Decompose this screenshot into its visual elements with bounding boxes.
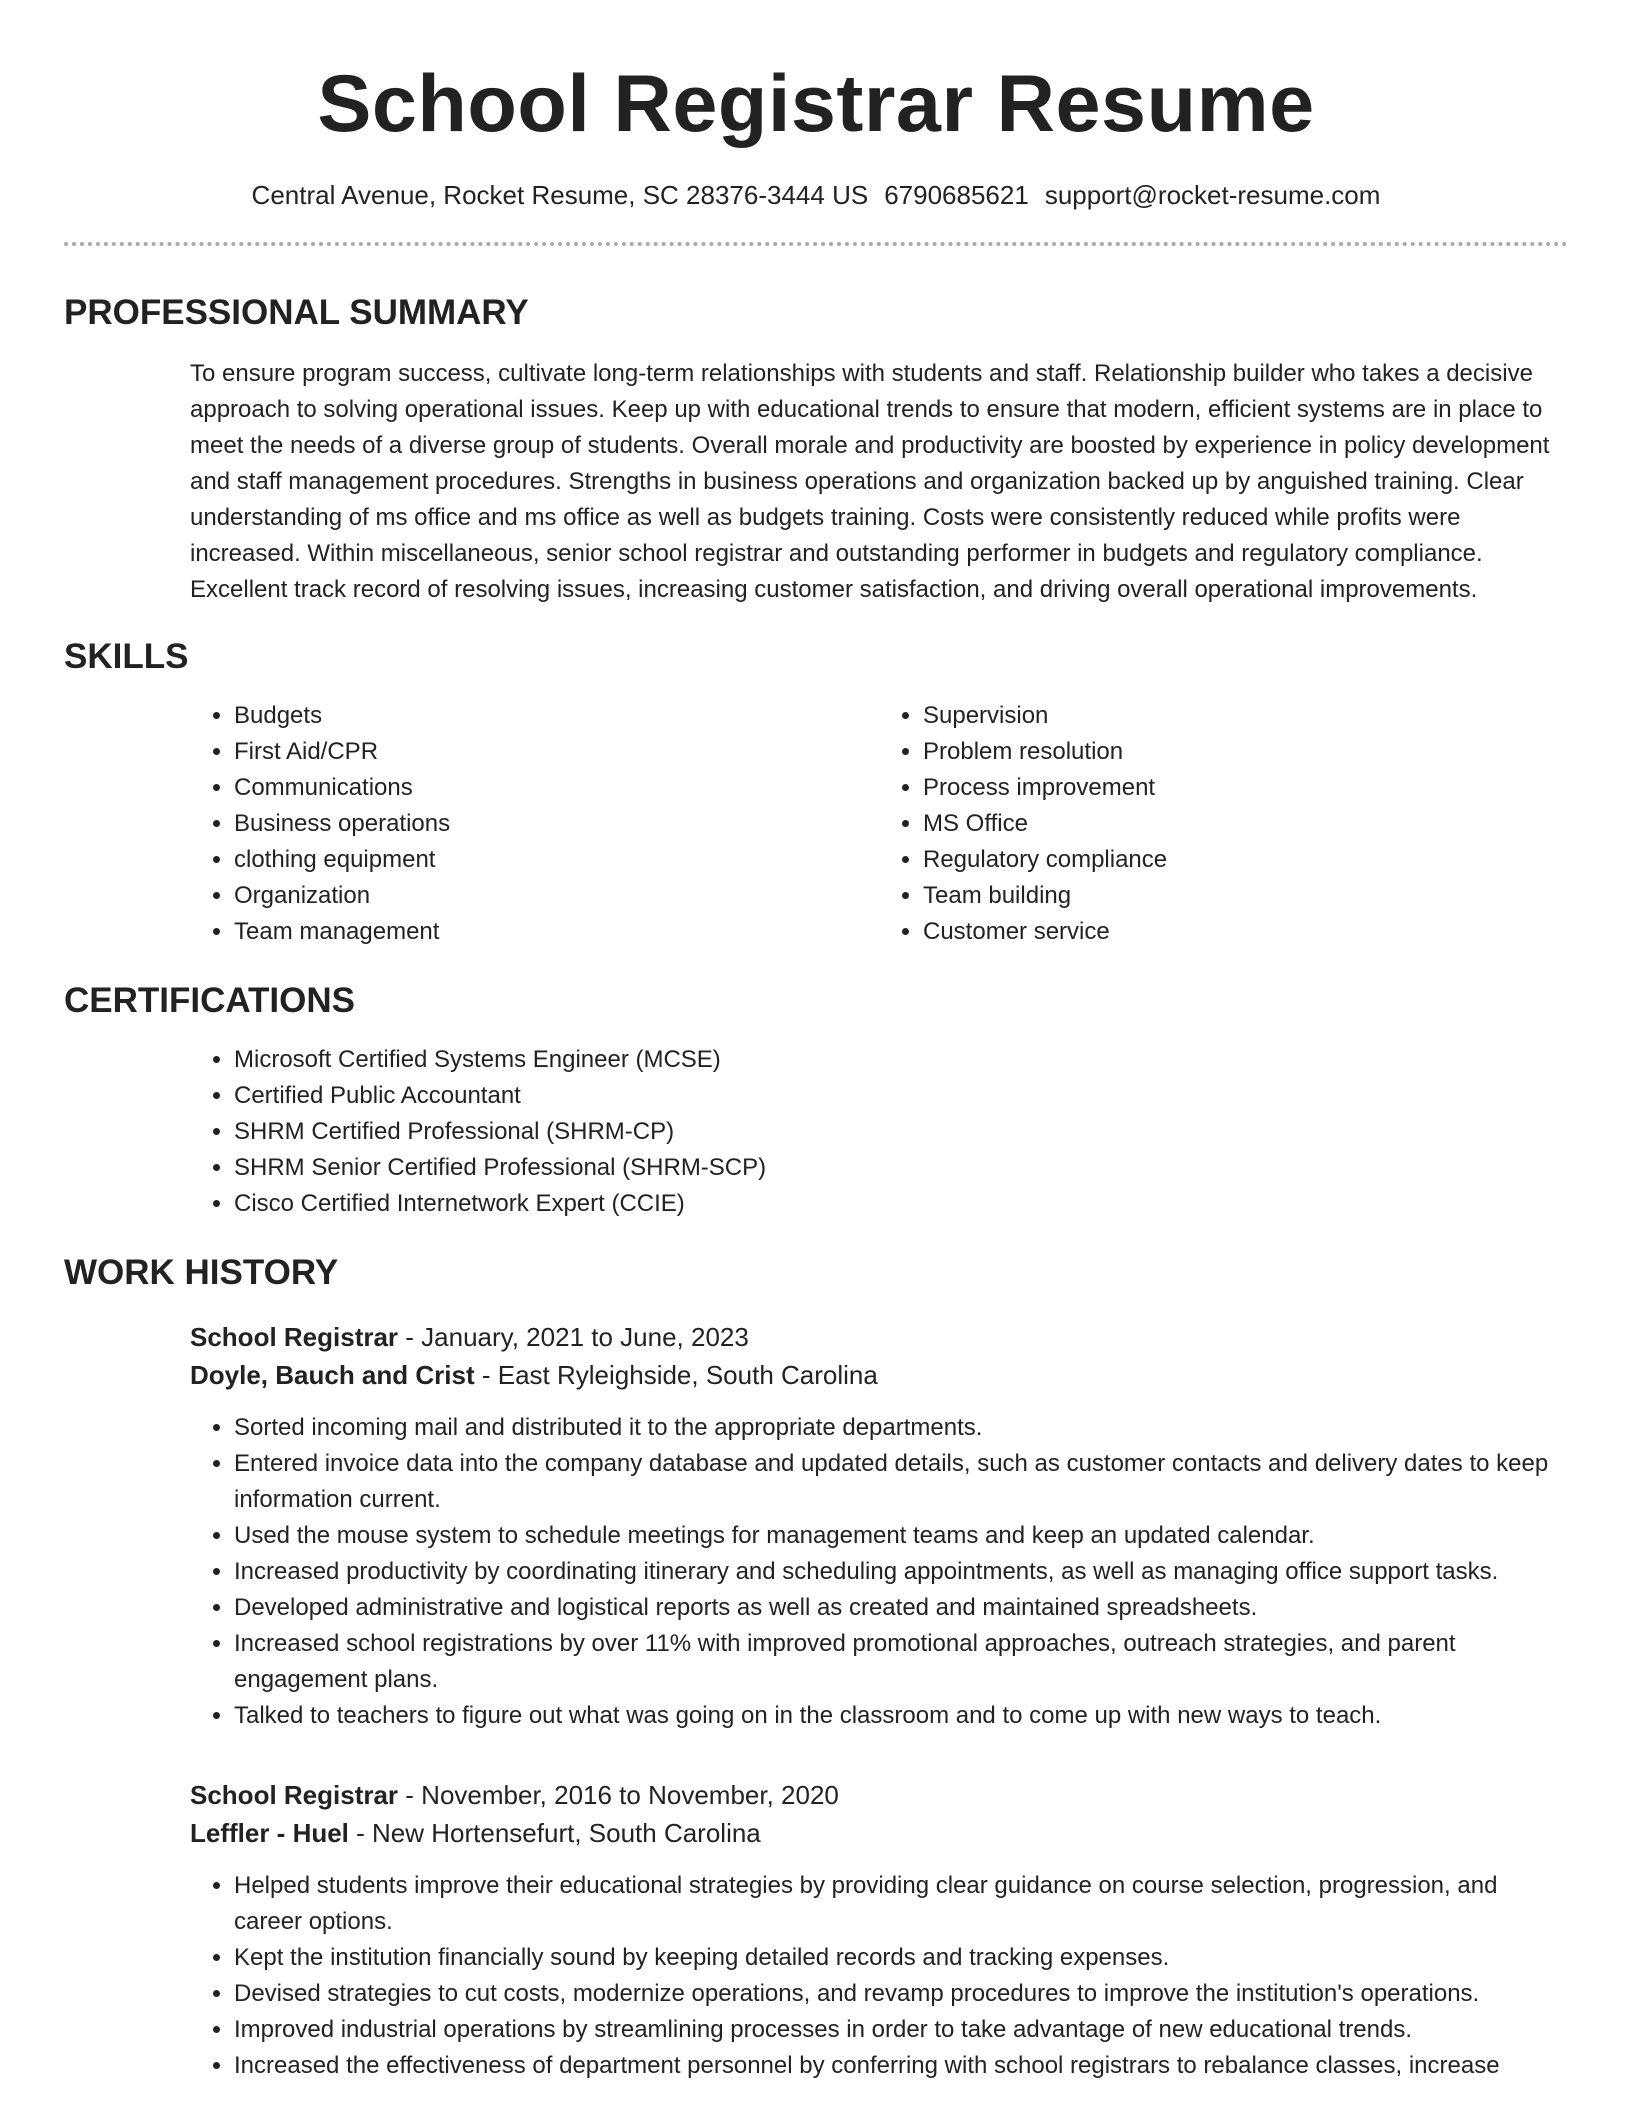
skill-item: • Problem resolution: [923, 734, 1568, 770]
job-duties-list: [190, 1410, 1568, 1734]
skill-item: • Team management: [234, 914, 879, 950]
skills-heading: SKILLS: [64, 637, 189, 676]
job-title: School Registrar: [190, 1322, 399, 1352]
certification-item: • SHRM Certified Professional (SHRM-CP): [234, 1114, 1568, 1150]
resume-page: [64, 0, 1568, 2084]
skill-item: • Team building: [923, 878, 1568, 914]
professional-summary-section: [64, 292, 1568, 608]
skills-left-column: [190, 698, 879, 950]
job-duty: • Entered invoice data into the company database and updated details, such as customer contacts and delivery dates to keep information current.: [234, 1446, 1568, 1518]
job-company-line: [190, 1356, 1568, 1394]
job-duty: • Increased the effectiveness of department personnel by conferring with school registrars to rebalance classes, increase: [234, 2048, 1568, 2084]
job-duty: • Kept the institution financially sound by keeping detailed records and tracking expenses.: [234, 1940, 1568, 1976]
job-duty: • Sorted incoming mail and distributed it to the appropriate departments.: [234, 1410, 1568, 1446]
professional-summary-heading: PROFESSIONAL SUMMARY: [64, 293, 529, 332]
skill-item: • Regulatory compliance: [923, 842, 1568, 878]
work-history-section: [64, 1252, 1568, 2084]
professional-summary-text: To ensure program success, cultivate long-term relationships with students and staff. Relationship builder who takes a decisive approach to solving operational issues. Keep up with educational trends to ensure that modern, efficient systems are in place to meet the needs of a diverse group of students. Overall morale and productivity are boosted by experience in policy development and staff management procedures. Strengths in business operations and organization backed up by anguished training. Clear understanding of ms office and ms office as well as budgets training. Costs were consistently reduced while profits were increased. Within miscellaneous, senior school registrar and outstanding performer in budgets and regulatory compliance. Excellent track record of resolving issues, increasing customer satisfaction, and driving overall operational improvements.: [190, 360, 1550, 603]
work-history-heading: WORK HISTORY: [64, 1253, 339, 1292]
skill-item: • Supervision: [923, 698, 1568, 734]
job-entry: [190, 1318, 1568, 1734]
job-duty: • Increased school registrations by over 11% with improved promotional approaches, outreach strategies, and parent engagement plans.: [234, 1626, 1568, 1698]
job-title: School Registrar: [190, 1780, 399, 1810]
job-dates: - January, 2021 to June, 2023: [398, 1322, 749, 1352]
skills-right-column: [879, 698, 1568, 950]
skill-item: • Budgets: [234, 698, 879, 734]
certifications-section: [64, 980, 1568, 1222]
skill-item: • Customer service: [923, 914, 1568, 950]
skills-section: [64, 636, 1568, 950]
contact-email[interactable]: support@rocket-resume.com: [1044, 180, 1381, 210]
job-dates: - November, 2016 to November, 2020: [398, 1780, 839, 1810]
skill-item: • Business operations: [234, 806, 879, 842]
certification-item: • Cisco Certified Internetwork Expert (CCIE): [234, 1186, 1568, 1222]
skill-item: • First Aid/CPR: [234, 734, 879, 770]
job-duty: • Improved industrial operations by streamlining processes in order to take advantage of new educational trends.: [234, 2012, 1568, 2048]
contact-address: Central Avenue, Rocket Resume, SC 28376-3444 US: [251, 180, 869, 210]
certification-item: • Certified Public Accountant: [234, 1078, 1568, 1114]
contact-phone[interactable]: 6790685621: [884, 180, 1029, 210]
job-duty: • Talked to teachers to figure out what was going on in the classroom and to come up with new ways to teach.: [234, 1698, 1568, 1734]
certification-item: • Microsoft Certified Systems Engineer (MCSE): [234, 1042, 1568, 1078]
job-company-line: [190, 1814, 1568, 1852]
contact-info: [64, 178, 1568, 212]
job-company: Doyle, Bauch and Crist: [190, 1360, 475, 1390]
job-company: Leffler - Huel: [190, 1818, 349, 1848]
job-title-line: [190, 1776, 1568, 1814]
resume-title: School Registrar Resume: [317, 59, 1315, 149]
job-duty: • Developed administrative and logistical reports as well as created and maintained spreadsheets.: [234, 1590, 1568, 1626]
certifications-heading: CERTIFICATIONS: [64, 981, 356, 1020]
job-duty: • Helped students improve their educational strategies by providing clear guidance on course selection, progression, and career options.: [234, 1868, 1568, 1940]
certification-item: • SHRM Senior Certified Professional (SHRM-SCP): [234, 1150, 1568, 1186]
skills-grid: [190, 698, 1568, 950]
job-duty: • Devised strategies to cut costs, modernize operations, and revamp procedures to improve the institution's operations.: [234, 1976, 1568, 2012]
skill-item: • Organization: [234, 878, 879, 914]
job-location: - New Hortensefurt, South Carolina: [348, 1818, 761, 1848]
job-entry: [190, 1776, 1568, 2084]
skill-item: • Process improvement: [923, 770, 1568, 806]
job-title-line: [190, 1318, 1568, 1356]
job-duty: • Increased productivity by coordinating itinerary and scheduling appointments, as well as managing office support tasks.: [234, 1554, 1568, 1590]
skill-item: • Communications: [234, 770, 879, 806]
certifications-list: [190, 1042, 1568, 1222]
job-duty: • Used the mouse system to schedule meetings for management teams and keep an updated calendar.: [234, 1518, 1568, 1554]
skill-item: • MS Office: [923, 806, 1568, 842]
header-divider: [64, 242, 1568, 246]
skill-item: • clothing equipment: [234, 842, 879, 878]
job-location: - East Ryleighside, South Carolina: [474, 1360, 878, 1390]
job-duties-list: [190, 1868, 1568, 2084]
